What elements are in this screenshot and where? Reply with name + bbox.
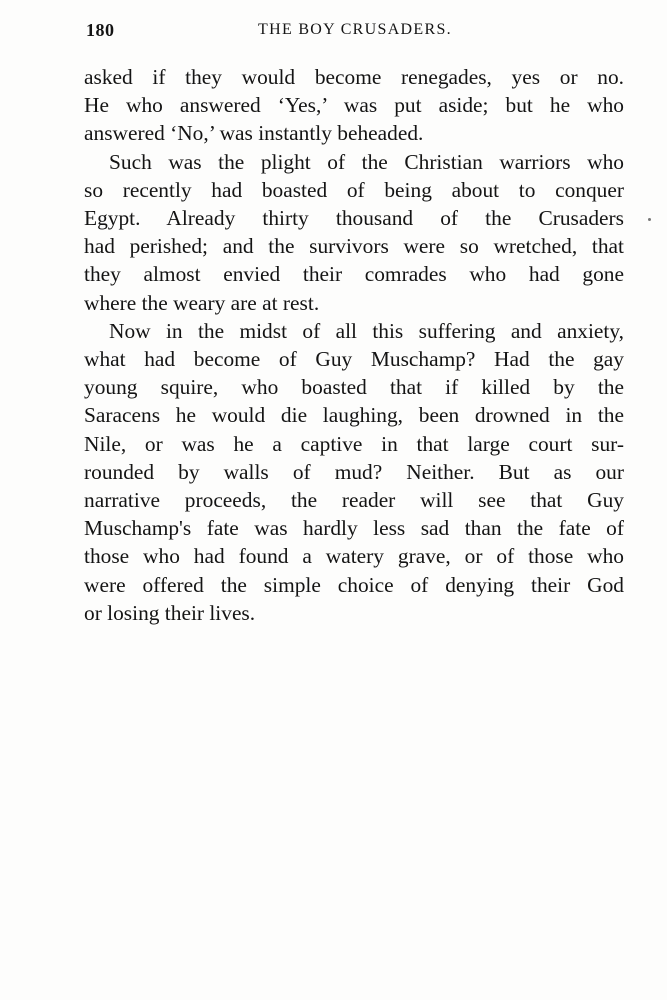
text-line: asked if they would become renegades, yes or no. <box>84 65 624 89</box>
print-speck <box>648 218 651 221</box>
paragraph <box>84 63 624 148</box>
text-line: or losing their lives. <box>84 600 256 625</box>
text-line: answered ‘No,’ was instantly beheaded. <box>84 121 424 146</box>
paragraph <box>84 148 624 317</box>
text-line: Saracens he would die laughing, been drowned in the <box>84 403 624 428</box>
body-text <box>84 63 624 627</box>
text-line: Nile, or was he a captive in that large court sur- <box>84 431 624 456</box>
text-line: Egypt. Already thirty thousand of the Crusaders <box>84 206 624 231</box>
text-line: Now in the midst of all this suffering and anxiety, <box>109 318 624 343</box>
text-line: what had become of Guy Muschamp? Had the gay <box>84 347 624 372</box>
text-line: Such was the plight of the Christian warriors who <box>109 149 624 174</box>
text-line: they almost envied their comrades who had gone <box>84 262 624 287</box>
running-title: THE BOY CRUSADERS. <box>258 21 452 38</box>
text-line: where the weary are at rest. <box>84 290 320 315</box>
text-line: had perished; and the survivors were so wretched, that <box>84 234 624 259</box>
text-line: narrative proceeds, the reader will see that Guy <box>84 488 624 513</box>
text-line: so recently had boasted of being about to conquer <box>84 177 624 202</box>
page-number: 180 <box>86 20 115 40</box>
text-line: those who had found a watery grave, or of those who <box>84 544 624 569</box>
text-line: rounded by walls of mud? Neither. But as our <box>84 459 624 484</box>
text-line: Muschamp's fate was hardly less sad than the fate of <box>84 516 624 541</box>
running-header <box>86 18 624 46</box>
text-line: He who answered ‘Yes,’ was put aside; but he who <box>84 93 624 118</box>
paragraph <box>84 317 624 627</box>
text-line: young squire, who boasted that if killed by the <box>84 375 624 400</box>
text-line: were offered the simple choice of denying their God <box>84 572 624 597</box>
